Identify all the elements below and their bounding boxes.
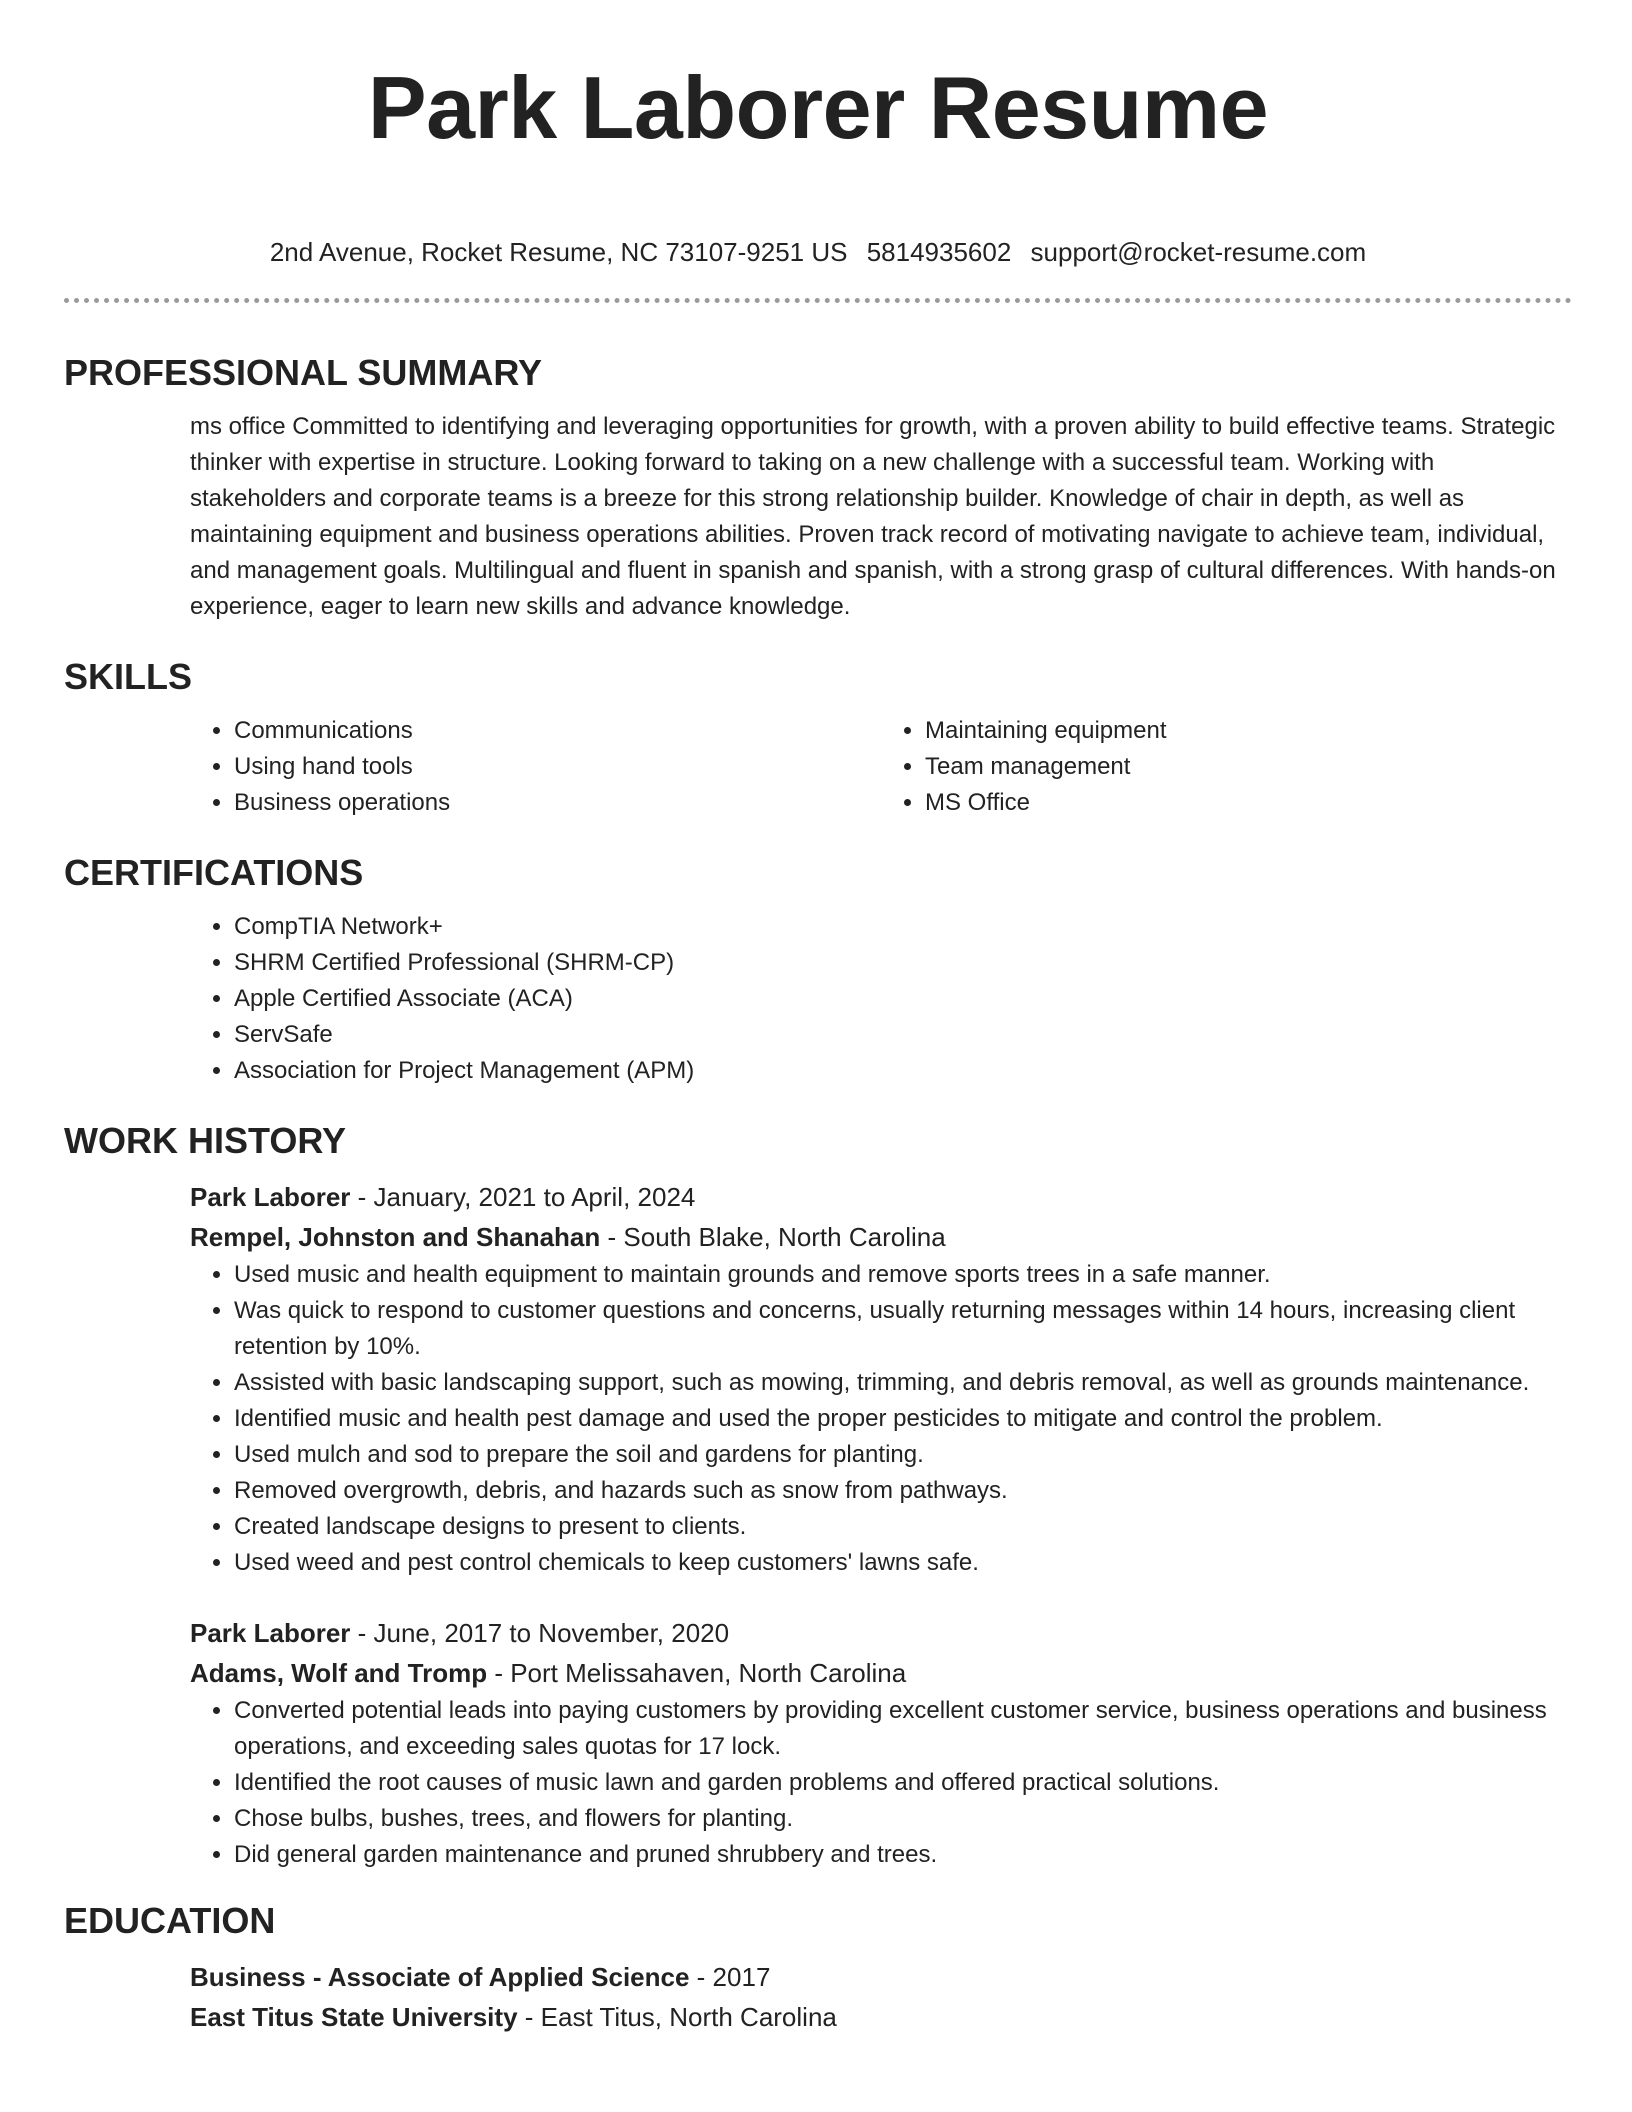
job-title: Park Laborer	[190, 1182, 351, 1212]
job-bullet: • Converted potential leads into paying customers by providing excellent customer service, business operations and business operations, and exceeding sales quotas for 17 lock.	[234, 1693, 1572, 1765]
education-school: East Titus State University	[190, 2002, 518, 2032]
job-dates: - January, 2021 to April, 2024	[350, 1182, 696, 1212]
section-heading-education: EDUCATION	[64, 1900, 276, 1941]
page-title: Park Laborer Resume	[367, 58, 1269, 157]
job-company-line	[190, 1217, 1572, 1257]
job-location: - South Blake, North Carolina	[600, 1222, 946, 1252]
education-school-line	[190, 1997, 1572, 2037]
contact-address: 2nd Avenue, Rocket Resume, NC 73107-9251 US	[269, 237, 848, 267]
job-bullet: • Did general garden maintenance and pruned shrubbery and trees.	[234, 1837, 1572, 1873]
resume-page	[64, 0, 1572, 2037]
job-bullet: • Used music and health equipment to maintain grounds and remove sports trees in a safe manner.	[234, 1257, 1572, 1293]
job-title-line	[190, 1613, 1572, 1653]
education-degree: Business - Associate of Applied Science	[190, 1962, 690, 1992]
job-bullet: • Identified music and health pest damage and used the proper pesticides to mitigate and control the problem.	[234, 1401, 1572, 1437]
skill-item: • Team management	[925, 749, 1572, 785]
job-dates: - June, 2017 to November, 2020	[350, 1618, 730, 1648]
skill-item: • Communications	[234, 713, 881, 749]
section-work-history	[64, 1119, 1572, 1873]
education-year: - 2017	[689, 1962, 771, 1992]
job-bullet: • Chose bulbs, bushes, trees, and flowers for planting.	[234, 1801, 1572, 1837]
job-entry	[190, 1613, 1572, 1873]
header-divider	[64, 298, 1572, 303]
certification-item: • Association for Project Management (APM)	[234, 1053, 1572, 1089]
certification-item: • CompTIA Network+	[234, 909, 1572, 945]
certifications-list	[190, 909, 1572, 1089]
job-bullet: • Assisted with basic landscaping support, such as mowing, trimming, and debris removal, as well as grounds maintenance.	[234, 1365, 1572, 1401]
section-certifications	[64, 851, 1572, 1089]
skill-item: • Maintaining equipment	[925, 713, 1572, 749]
job-bullet: • Used mulch and sod to prepare the soil and gardens for planting.	[234, 1437, 1572, 1473]
section-heading-work-history: WORK HISTORY	[64, 1120, 347, 1161]
contact-line	[64, 236, 1572, 268]
certification-item: • Apple Certified Associate (ACA)	[234, 981, 1572, 1017]
job-location: - Port Melissahaven, North Carolina	[487, 1658, 907, 1688]
certification-item: • ServSafe	[234, 1017, 1572, 1053]
section-heading-certifications: CERTIFICATIONS	[64, 852, 364, 893]
skill-item: • Using hand tools	[234, 749, 881, 785]
job-title-line	[190, 1177, 1572, 1217]
job-bullet: • Removed overgrowth, debris, and hazards such as snow from pathways.	[234, 1473, 1572, 1509]
skills-list-right	[881, 713, 1572, 821]
job-bullet: • Identified the root causes of music lawn and garden problems and offered practical solutions.	[234, 1765, 1572, 1801]
section-summary	[64, 351, 1572, 625]
job-bullet: • Used weed and pest control chemicals to keep customers' lawns safe.	[234, 1545, 1572, 1581]
job-company: Adams, Wolf and Tromp	[190, 1658, 488, 1688]
skill-item: • MS Office	[925, 785, 1572, 821]
skills-list-left	[190, 713, 881, 821]
job-bullet: • Was quick to respond to customer questions and concerns, usually returning messages within 14 hours, increasing client retention by 10%.	[234, 1293, 1572, 1365]
job-bullets	[190, 1257, 1572, 1581]
summary-text: ms office Committed to identifying and leveraging opportunities for growth, with a proven ability to build effective teams. Strategic thinker with expertise in structure. Looking forward to taking on a new challenge with a successful team. Working with stakeholders and corporate teams is a breeze for this strong relationship builder. Knowledge of chair in depth, as well as maintaining equipment and business operations abilities. Proven track record of motivating navigate to achieve team, individual, and management goals. Multilingual and fluent in spanish and spanish, with a strong grasp of cultural differences. With hands-on experience, eager to learn new skills and advance knowledge.	[190, 413, 1556, 620]
education-degree-line	[190, 1957, 1572, 1997]
section-skills	[64, 655, 1572, 821]
job-entry	[190, 1177, 1572, 1581]
job-bullet: • Created landscape designs to present to clients.	[234, 1509, 1572, 1545]
section-education	[64, 1899, 1572, 2037]
skill-item: • Business operations	[234, 785, 881, 821]
section-heading-summary: PROFESSIONAL SUMMARY	[64, 352, 543, 393]
education-location: - East Titus, North Carolina	[517, 2002, 837, 2032]
contact-email: support@rocket-resume.com	[1030, 237, 1367, 267]
certification-item: • SHRM Certified Professional (SHRM-CP)	[234, 945, 1572, 981]
job-title: Park Laborer	[190, 1618, 351, 1648]
section-heading-skills: SKILLS	[64, 656, 193, 697]
job-company-line	[190, 1653, 1572, 1693]
contact-phone: 5814935602	[866, 237, 1012, 267]
job-company: Rempel, Johnston and Shanahan	[190, 1222, 601, 1252]
job-bullets	[190, 1693, 1572, 1873]
